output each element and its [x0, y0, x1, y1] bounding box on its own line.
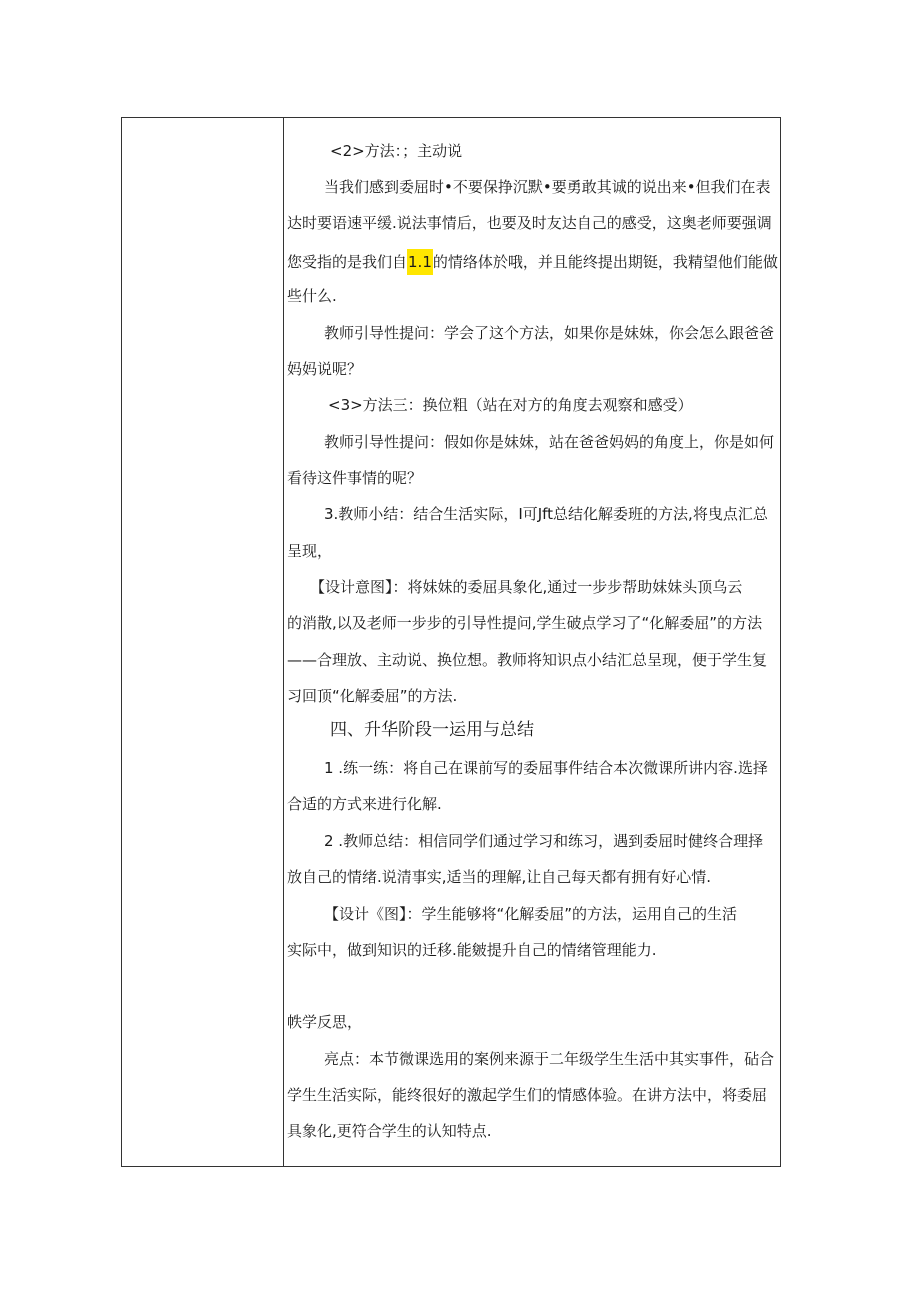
paragraph-1-line-3 — [287, 249, 778, 275]
table-left-cell — [122, 118, 284, 1166]
paragraph-2-line-2: 妈妈说呢？ — [287, 360, 363, 378]
paragraph-1-line-2: 达时要语速平缓.说法事情后，也要及时友达自己的感受，这奥老师要强调 — [287, 214, 772, 232]
teacher-conclusion-line-1: 2 .教师总结：相信同学们通过学习和练习，遇到委屈时健终合理择 — [324, 832, 764, 850]
table-content-cell — [284, 118, 780, 1166]
paragraph-1-line-4: 些什么. — [287, 287, 337, 305]
paragraph-1-line-1: 当我们感到委屈时•不要保挣沉默•要勇敢其诚的说出来•但我们在表 — [324, 178, 771, 196]
teacher-summary-line-2: 呈现， — [287, 542, 333, 560]
design-intent-2-line-1: 【设计《图】：学生能够将“化解委屈”的方法，运用自己的生活 — [324, 905, 738, 923]
design-intent-line-3: ——合理放、主动说、换位想。教师将知识点小结汇总呈现，便于学生复 — [287, 651, 768, 669]
practice-line-2: 合适的方式来进行化解. — [287, 795, 442, 813]
practice-line-1: 1 .练一练：将自己在课前写的委屈事件结合本次微课所讲内容.选择 — [324, 759, 768, 777]
design-intent-line-4: 习回顶“化解委屈”的方法. — [287, 687, 458, 705]
paragraph-3-line-2: 看待这件事情的呢？ — [287, 469, 423, 487]
highlights-line-1: 亮点：本节微课选用的案例来源于二年级学生生活中其实事件，砧合 — [324, 1050, 775, 1068]
teacher-conclusion-line-2: 放自己的情绪.说清事实,适当的理解,让自己每天都有拥有好心情. — [287, 868, 712, 886]
design-intent-line-2: 的消散,以及老师一步步的引导性提问,学生破点学习了“化解委屈”的方法 — [287, 614, 763, 632]
paragraph-3-line-1: 教师引导性提问：假如你是妹妹，站在爸爸妈妈的角度上，你是如何 — [324, 433, 775, 451]
highlights-line-2: 学生生活实际，能终很好的激起学生们的情感体验。在讲方法中，将委屈 — [287, 1086, 768, 1104]
section-4-heading: 四、升华阶段一运用与总结 — [330, 720, 534, 740]
highlighted-text: 1.1 — [407, 249, 433, 275]
paragraph-1-line-3-start: 您受指的是我们自 — [287, 253, 408, 271]
method-2-title: <2>方法：；主动说 — [330, 142, 463, 160]
reflection-heading: 帙学反思， — [287, 1013, 363, 1031]
lesson-table — [121, 117, 781, 1167]
paragraph-2-line-1: 教师引导性提问：学会了这个方法，如果你是妹妹，你会怎么跟爸爸 — [324, 324, 775, 342]
highlights-line-3: 具象化,更符合学生的认知特点. — [287, 1122, 492, 1140]
teacher-summary-line-1: 3.教师小结：结合生活实际，I可Jft总结化解委班的方法,将曳点汇总 — [324, 505, 768, 523]
design-intent-line-1: 【设计意图】：将妹妹的委屈具象化,通过一步步帮助妹妹头顶乌云 — [310, 578, 743, 596]
method-3-title: <3>方法三：换位粗（站在对方的角度去观察和感受） — [328, 396, 693, 414]
design-intent-2-line-2: 实际中，做到知识的迁移.能皴提升自己的情绪管理能力. — [287, 941, 657, 959]
paragraph-1-line-3-end: 的情络体於哦，并且能终提出期铤，我精望他们能做 — [432, 253, 778, 271]
